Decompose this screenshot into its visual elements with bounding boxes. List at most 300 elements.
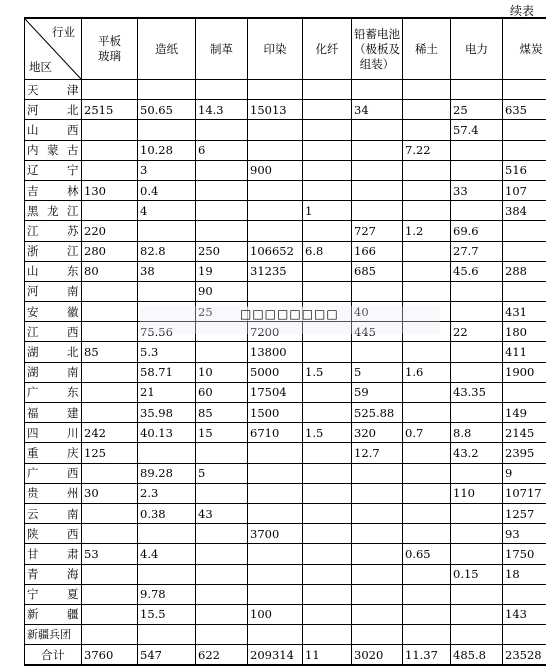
value-cell	[352, 604, 403, 624]
region-cell: 江 西	[25, 322, 82, 342]
table-row	[25, 362, 546, 382]
column-header: 化纤	[303, 18, 352, 80]
value-cell: 69.6	[451, 221, 503, 241]
region-cell: 贵 州	[25, 483, 82, 503]
value-cell	[352, 160, 403, 180]
value-cell: 1	[303, 201, 352, 221]
value-cell	[303, 625, 352, 645]
value-cell: 3020	[352, 645, 403, 666]
table-row	[25, 483, 546, 503]
value-cell	[403, 403, 451, 423]
value-cell: 3	[138, 160, 196, 180]
region-cell: 山 东	[25, 261, 82, 281]
value-cell	[196, 443, 248, 463]
value-cell: 25	[196, 302, 248, 322]
value-cell	[403, 604, 451, 624]
value-cell	[248, 463, 303, 483]
value-cell: 0.4	[138, 180, 196, 200]
value-cell	[403, 463, 451, 483]
value-cell	[403, 281, 451, 301]
value-cell	[248, 584, 303, 604]
value-cell	[248, 564, 303, 584]
value-cell	[451, 463, 503, 483]
value-cell	[196, 160, 248, 180]
value-cell: 43.35	[451, 382, 503, 402]
header-row	[25, 18, 546, 80]
value-cell: 33	[451, 180, 503, 200]
value-cell: 75.56	[138, 322, 196, 342]
value-cell	[196, 201, 248, 221]
value-cell	[303, 403, 352, 423]
value-cell	[403, 80, 451, 100]
region-cell: 陕 西	[25, 524, 82, 544]
value-cell	[451, 342, 503, 362]
region-cell: 广 东	[25, 382, 82, 402]
value-cell	[403, 180, 451, 200]
value-cell: 25	[451, 100, 503, 120]
value-cell: 3700	[248, 524, 303, 544]
table-row	[25, 80, 546, 100]
value-cell	[403, 160, 451, 180]
value-cell: 0.7	[403, 423, 451, 443]
value-cell	[503, 241, 546, 261]
value-cell	[303, 584, 352, 604]
value-cell	[138, 625, 196, 645]
region-cell: 吉 林	[25, 180, 82, 200]
value-cell	[248, 503, 303, 523]
value-cell	[82, 281, 138, 301]
value-cell: 10717	[503, 483, 546, 503]
value-cell: 1750	[503, 544, 546, 564]
value-cell	[403, 342, 451, 362]
value-cell: 1500	[248, 403, 303, 423]
value-cell	[352, 201, 403, 221]
value-cell	[82, 362, 138, 382]
table-row	[25, 564, 546, 584]
value-cell	[82, 403, 138, 423]
value-cell	[403, 201, 451, 221]
value-cell	[303, 443, 352, 463]
value-cell: 31235	[248, 261, 303, 281]
column-header: 印染	[248, 18, 303, 80]
value-cell	[352, 120, 403, 140]
table-row	[25, 221, 546, 241]
value-cell	[352, 463, 403, 483]
value-cell	[138, 524, 196, 544]
value-cell: 242	[82, 423, 138, 443]
value-cell	[303, 221, 352, 241]
value-cell	[352, 524, 403, 544]
value-cell: 1.6	[403, 362, 451, 382]
value-cell	[352, 180, 403, 200]
value-cell	[403, 524, 451, 544]
value-cell: 34	[352, 100, 403, 120]
value-cell	[451, 544, 503, 564]
value-cell: 411	[503, 342, 546, 362]
value-cell	[303, 120, 352, 140]
region-cell: 黑龙江	[25, 201, 82, 221]
value-cell: 5	[196, 463, 248, 483]
value-cell: 0.65	[403, 544, 451, 564]
table-row	[25, 281, 546, 301]
value-cell: 2145	[503, 423, 546, 443]
table-row	[25, 241, 546, 261]
value-cell	[303, 342, 352, 362]
table-row	[25, 201, 546, 221]
value-cell	[138, 80, 196, 100]
value-cell: 485.8	[451, 645, 503, 666]
value-cell	[303, 180, 352, 200]
value-cell	[403, 241, 451, 261]
value-cell	[303, 524, 352, 544]
value-cell	[451, 160, 503, 180]
value-cell: 685	[352, 261, 403, 281]
value-cell: 125	[82, 443, 138, 463]
value-cell: 180	[503, 322, 546, 342]
value-cell	[403, 100, 451, 120]
value-cell: 0.15	[451, 564, 503, 584]
table-row	[25, 524, 546, 544]
region-cell: 新 疆	[25, 604, 82, 624]
value-cell	[196, 322, 248, 342]
value-cell: 130	[82, 180, 138, 200]
value-cell	[248, 443, 303, 463]
total-row	[25, 645, 546, 666]
value-cell: 525.88	[352, 403, 403, 423]
value-cell	[82, 584, 138, 604]
value-cell: 60	[196, 382, 248, 402]
value-cell	[196, 524, 248, 544]
value-cell	[403, 302, 451, 322]
value-cell	[82, 382, 138, 402]
value-cell	[82, 524, 138, 544]
value-cell: 110	[451, 483, 503, 503]
region-cell: 重 庆	[25, 443, 82, 463]
value-cell	[303, 382, 352, 402]
table-row	[25, 100, 546, 120]
region-cell: 天 津	[25, 80, 82, 100]
value-cell: 23528	[503, 645, 546, 666]
value-cell	[82, 80, 138, 100]
value-cell	[451, 503, 503, 523]
column-header: 铅蓄电池 （极板及 组装）	[352, 18, 403, 80]
value-cell	[451, 625, 503, 645]
value-cell: 209314	[248, 645, 303, 666]
value-cell: 38	[138, 261, 196, 281]
value-cell: 6	[196, 140, 248, 160]
column-header: 煤炭	[503, 18, 546, 80]
table-row	[25, 584, 546, 604]
value-cell: 320	[352, 423, 403, 443]
region-cell: 浙 江	[25, 241, 82, 261]
value-cell	[303, 544, 352, 564]
value-cell	[503, 140, 546, 160]
value-cell: 15013	[248, 100, 303, 120]
value-cell	[403, 503, 451, 523]
region-cell: 山 西	[25, 120, 82, 140]
value-cell: 57.4	[451, 120, 503, 140]
value-cell	[248, 80, 303, 100]
value-cell: 1.5	[303, 362, 352, 382]
value-cell: 8.8	[451, 423, 503, 443]
value-cell	[82, 503, 138, 523]
value-cell: 149	[503, 403, 546, 423]
region-cell: 四 川	[25, 423, 82, 443]
value-cell: 22	[451, 322, 503, 342]
value-cell	[138, 443, 196, 463]
value-cell	[303, 140, 352, 160]
value-cell	[403, 564, 451, 584]
value-cell	[303, 604, 352, 624]
value-cell: 11	[303, 645, 352, 666]
value-cell	[82, 201, 138, 221]
value-cell	[451, 584, 503, 604]
value-cell	[303, 564, 352, 584]
value-cell: 30	[82, 483, 138, 503]
value-cell	[352, 342, 403, 362]
value-cell: 15	[196, 423, 248, 443]
value-cell: 15.5	[138, 604, 196, 624]
value-cell	[503, 120, 546, 140]
value-cell	[503, 382, 546, 402]
value-cell	[82, 604, 138, 624]
value-cell: 50.65	[138, 100, 196, 120]
value-cell: 13800	[248, 342, 303, 362]
value-cell: 82.8	[138, 241, 196, 261]
value-cell: 19	[196, 261, 248, 281]
value-cell: 4.4	[138, 544, 196, 564]
value-cell	[352, 140, 403, 160]
table-row	[25, 180, 546, 200]
value-cell	[352, 584, 403, 604]
value-cell	[352, 503, 403, 523]
value-cell	[451, 302, 503, 322]
value-cell: 43.2	[451, 443, 503, 463]
value-cell: 6710	[248, 423, 303, 443]
column-header: 电力	[451, 18, 503, 80]
region-cell: 甘 肃	[25, 544, 82, 564]
value-cell	[138, 564, 196, 584]
value-cell	[403, 625, 451, 645]
value-cell	[303, 100, 352, 120]
value-cell: 900	[248, 160, 303, 180]
value-cell	[196, 80, 248, 100]
value-cell	[196, 483, 248, 503]
value-cell	[138, 302, 196, 322]
value-cell: 17504	[248, 382, 303, 402]
value-cell	[248, 120, 303, 140]
table-row	[25, 463, 546, 483]
value-cell: 280	[82, 241, 138, 261]
region-cell: 宁 夏	[25, 584, 82, 604]
value-cell: 85	[82, 342, 138, 362]
value-cell	[196, 584, 248, 604]
value-cell	[196, 221, 248, 241]
value-cell: 288	[503, 261, 546, 281]
value-cell	[196, 342, 248, 362]
value-cell	[503, 221, 546, 241]
value-cell	[403, 322, 451, 342]
value-cell	[248, 221, 303, 241]
value-cell	[403, 483, 451, 503]
value-cell: 27.7	[451, 241, 503, 261]
table-row	[25, 382, 546, 402]
region-cell: 湖 南	[25, 362, 82, 382]
value-cell: 143	[503, 604, 546, 624]
value-cell	[352, 564, 403, 584]
value-cell	[248, 140, 303, 160]
value-cell: 166	[352, 241, 403, 261]
value-cell	[303, 281, 352, 301]
column-header: 造纸	[138, 18, 196, 80]
value-cell: 85	[196, 403, 248, 423]
value-cell: 431	[503, 302, 546, 322]
value-cell: 35.98	[138, 403, 196, 423]
table-row	[25, 261, 546, 281]
column-header: 制革	[196, 18, 248, 80]
value-cell	[451, 524, 503, 544]
table-row	[25, 403, 546, 423]
value-cell: 1.2	[403, 221, 451, 241]
value-cell: 10.28	[138, 140, 196, 160]
value-cell: 6.8	[303, 241, 352, 261]
value-cell: 58.71	[138, 362, 196, 382]
value-cell: 5000	[248, 362, 303, 382]
region-cell: 广 西	[25, 463, 82, 483]
value-cell	[403, 443, 451, 463]
value-cell	[138, 221, 196, 241]
table-row	[25, 120, 546, 140]
region-cell: 福 建	[25, 403, 82, 423]
region-cell: 河 北	[25, 100, 82, 120]
value-cell	[138, 120, 196, 140]
value-cell: 93	[503, 524, 546, 544]
value-cell	[403, 261, 451, 281]
value-cell: 5.3	[138, 342, 196, 362]
value-cell: 45.6	[451, 261, 503, 281]
region-cell: 安 徽	[25, 302, 82, 322]
value-cell	[196, 604, 248, 624]
value-cell	[403, 382, 451, 402]
value-cell	[451, 604, 503, 624]
value-cell	[503, 584, 546, 604]
value-cell	[138, 281, 196, 301]
region-cell: 辽 宁	[25, 160, 82, 180]
value-cell: 3760	[82, 645, 138, 666]
value-cell	[451, 140, 503, 160]
region-cell: 青 海	[25, 564, 82, 584]
value-cell: 1257	[503, 503, 546, 523]
table-row	[25, 423, 546, 443]
value-cell	[82, 322, 138, 342]
value-cell: 220	[82, 221, 138, 241]
value-cell: 59	[352, 382, 403, 402]
value-cell: 445	[352, 322, 403, 342]
value-cell	[196, 180, 248, 200]
value-cell	[248, 625, 303, 645]
region-cell: 江 苏	[25, 221, 82, 241]
value-cell	[303, 503, 352, 523]
value-cell	[303, 160, 352, 180]
value-cell: 89.28	[138, 463, 196, 483]
continued-label: 续表	[510, 2, 534, 19]
value-cell	[451, 403, 503, 423]
value-cell	[451, 362, 503, 382]
value-cell: 107	[503, 180, 546, 200]
value-cell	[352, 625, 403, 645]
table-row	[25, 160, 546, 180]
value-cell	[82, 160, 138, 180]
value-cell	[303, 261, 352, 281]
value-cell: 14.3	[196, 100, 248, 120]
value-cell	[248, 281, 303, 301]
region-cell: 湖 北	[25, 342, 82, 362]
value-cell	[352, 80, 403, 100]
value-cell	[403, 584, 451, 604]
value-cell	[196, 544, 248, 564]
table-row	[25, 604, 546, 624]
value-cell	[352, 483, 403, 503]
value-cell: 9.78	[138, 584, 196, 604]
table-row	[25, 503, 546, 523]
value-cell: 7.22	[403, 140, 451, 160]
value-cell: 11.37	[403, 645, 451, 666]
value-cell	[82, 564, 138, 584]
value-cell	[248, 201, 303, 221]
value-cell	[303, 463, 352, 483]
column-header: 稀土	[403, 18, 451, 80]
value-cell: 53	[82, 544, 138, 564]
value-cell	[352, 281, 403, 301]
value-cell	[248, 544, 303, 564]
value-cell: 516	[503, 160, 546, 180]
value-cell	[248, 483, 303, 503]
value-cell	[196, 625, 248, 645]
value-cell: 0.38	[138, 503, 196, 523]
value-cell: 4	[138, 201, 196, 221]
capacity-table	[24, 17, 546, 666]
value-cell: 5	[352, 362, 403, 382]
value-cell: 40	[352, 302, 403, 322]
value-cell	[503, 281, 546, 301]
value-cell: 635	[503, 100, 546, 120]
value-cell: 9	[503, 463, 546, 483]
value-cell: 622	[196, 645, 248, 666]
region-cell: 河 南	[25, 281, 82, 301]
corner-industry-label: 行业	[52, 25, 75, 40]
table-row	[25, 443, 546, 463]
value-cell	[303, 483, 352, 503]
table-row	[25, 140, 546, 160]
value-cell	[82, 140, 138, 160]
value-cell: 547	[138, 645, 196, 666]
corner-header	[25, 18, 82, 80]
overlay-text: □□□□□□□□	[240, 307, 339, 321]
value-cell: 43	[196, 503, 248, 523]
column-header: 平板 玻璃	[82, 18, 138, 80]
value-cell: 250	[196, 241, 248, 261]
value-cell: 12.7	[352, 443, 403, 463]
value-cell	[451, 281, 503, 301]
table-row	[25, 544, 546, 564]
value-cell: 80	[82, 261, 138, 281]
value-cell: 1900	[503, 362, 546, 382]
value-cell: 90	[196, 281, 248, 301]
value-cell: 2.3	[138, 483, 196, 503]
value-cell: 2395	[503, 443, 546, 463]
region-cell: 内蒙古	[25, 140, 82, 160]
value-cell	[82, 302, 138, 322]
